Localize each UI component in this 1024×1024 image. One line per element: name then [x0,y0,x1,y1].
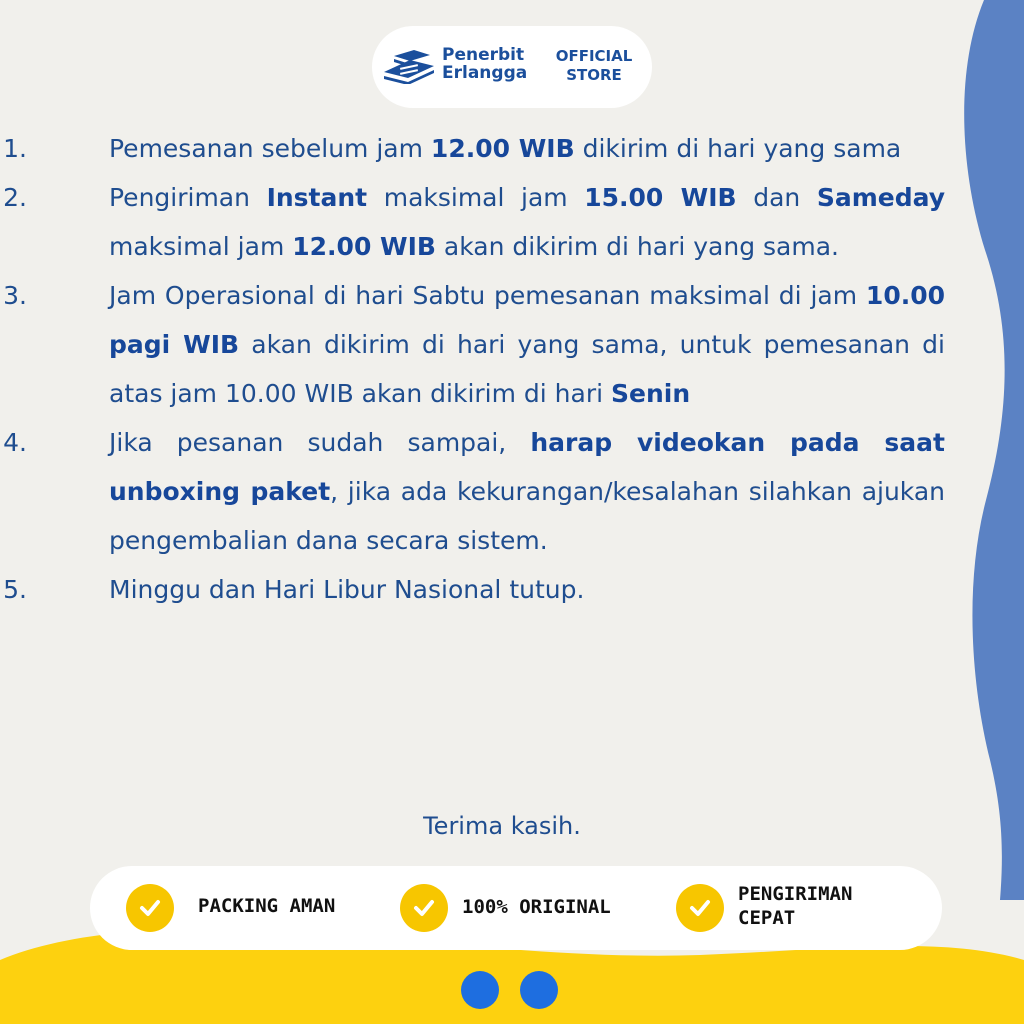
official-line-2: STORE [566,66,622,84]
term-text: akan dikirim di hari yang sama. [435,232,839,261]
term-highlight: Instant [266,183,368,212]
feature-label: 100% ORIGINAL [462,896,611,918]
brand-line-2: Erlangga [442,63,528,83]
term-text: Minggu dan Hari Libur Nasional tutup. [109,575,585,604]
term-number: 4. [3,428,27,457]
official-line-1: OFFICIAL [555,47,633,65]
term-highlight: 15.00 WIB [584,183,737,212]
term-text: maksimal jam [367,183,585,212]
term-text: Pengiriman [109,183,267,212]
term-number: 5. [3,575,27,604]
term-number: 2. [3,183,27,212]
store-logo-badge [372,26,652,108]
pagination-dot[interactable] [461,971,499,1009]
term-text: Jika pesanan sudah sampai, [109,428,531,457]
check-circle-icon [676,884,724,932]
term-text: , jika ada kekurangan/kesalahan silahkan ajukan pengembalian dana secara sistem. [109,477,946,555]
term-number: 1. [3,134,27,163]
term-text: Pemesanan sebelum jam [109,134,431,163]
books-stack-icon [380,50,436,84]
closing-message: Terima kasih. [423,812,581,840]
term-text: maksimal jam [109,232,293,261]
term-item-3 [0,271,945,418]
term-highlight: 10.00 pagi WIB [109,281,945,359]
term-highlight: Sameday [816,183,946,212]
feature-pengiriman-cepat [676,866,926,950]
term-item-4 [0,418,945,565]
check-circle-icon [400,884,448,932]
feature-label: PENGIRIMAN [738,883,853,905]
feature-label: CEPAT [738,907,796,929]
feature-packing-aman [126,866,386,950]
official-store-label [548,47,640,85]
term-item-2 [0,173,945,271]
feature-bar [90,866,942,950]
term-number: 3. [3,281,27,310]
term-highlight: harap videokan pada saat unboxing paket [109,428,945,506]
term-item-1 [0,124,945,173]
term-item-5 [0,565,945,614]
feature-100-original [400,866,660,950]
brand-line-1: Penerbit [442,45,525,65]
term-text: dikirim di hari yang sama [574,134,902,163]
term-text: dan [736,183,817,212]
terms-list [0,124,1024,614]
term-highlight: Senin [611,379,691,408]
brand-name [442,46,527,82]
feature-label: PACKING AMAN [198,895,336,917]
term-highlight: 12.00 WIB [292,232,436,261]
term-highlight: 12.00 WIB [430,134,575,163]
pagination-dot[interactable] [520,971,558,1009]
term-text: akan dikirim di hari yang sama, untuk pemesanan di atas jam 10.00 WIB akan dikirim di hari [109,330,945,408]
check-circle-icon [126,884,174,932]
term-text: Jam Operasional di hari Sabtu pemesanan maksimal di jam [109,281,866,310]
